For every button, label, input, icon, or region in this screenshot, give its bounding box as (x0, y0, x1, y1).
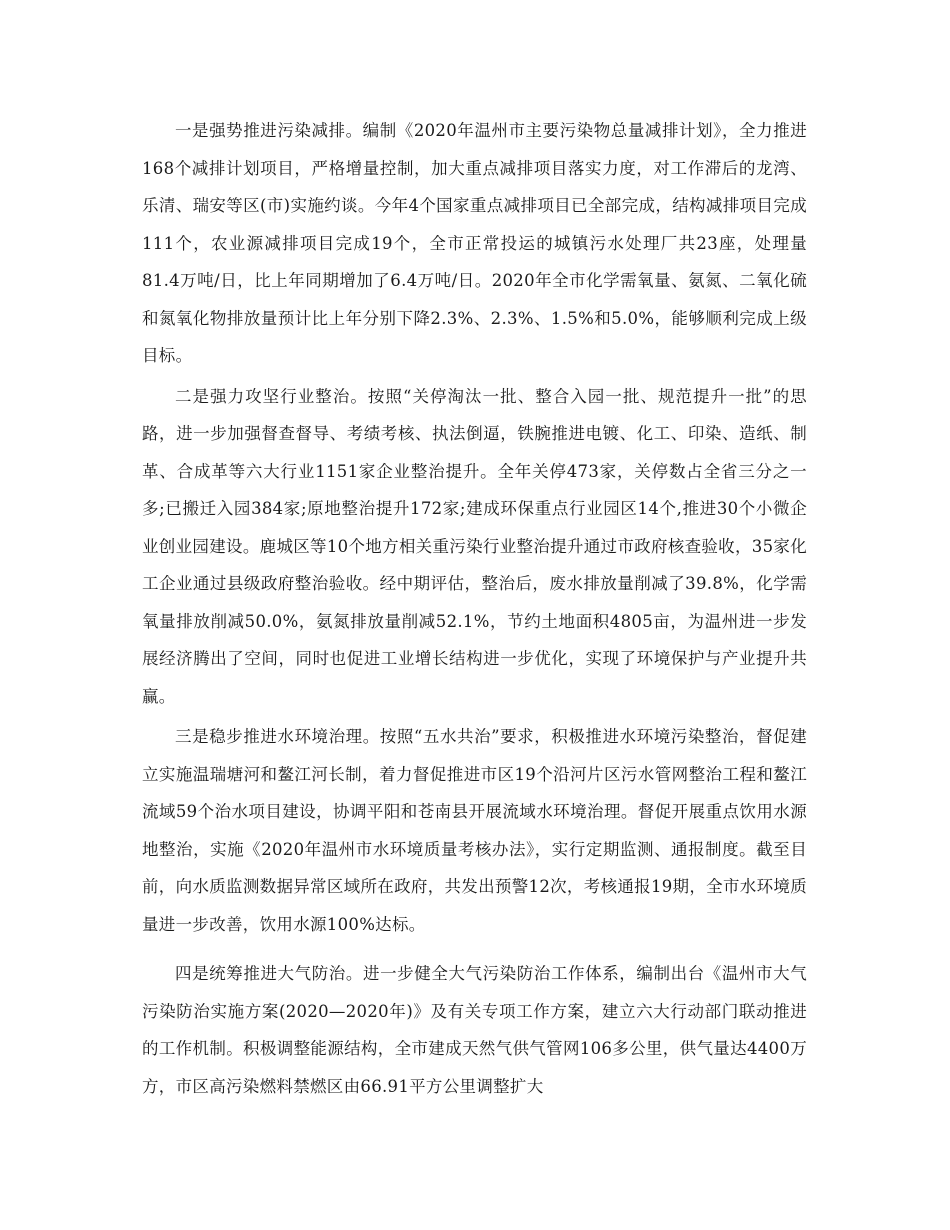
paragraph-industry-rectification: 二是强力攻坚行业整治。按照“关停淘汰一批、整合入园一批、规范提升一批”的思路，进一步加强督查督导、考绩考核、执法倒逼，铁腕推进电镀、化工、印染、造纸、制革、合成革等六大行业1151家企业整治提升。全年关停473家，关停数占全省三分之一多;已搬迁入园384家;原地整治提升172家;建成环保重点行业园区14个,推进30个小微企业创业园建设。鹿城区等10个地方相关重污染行业整治提升通过市政府核查验收，35家化工企业通过县级政府整治验收。经中期评估，整治后，废水排放量削减了39.8%，化学需氧量排放削减50.0%，氨氮排放量削减52.1%，节约土地面积4805亩，为温州进一步发展经济腾出了空间，同时也促进工业增长结构进一步优化，实现了环境保护与产业提升共赢。 (142, 386, 807, 706)
paragraph-water-environment: 三是稳步推进水环境治理。按照“五水共治”要求，积极推进水环境污染整治，督促建立实施温瑞塘河和鳌江河长制，着力督促推进市区19个沿河片区污水管网整治工程和鳌江流域59个治水项目建设，协调平阳和苍南县开展流域水环境治理。督促开展重点饮用水源地整治，实施《2020年温州市水环境质量考核办法》，实行定期监测、通报制度。截至目前，向水质监测数据异常区域所在政府，共发出预警12次，考核通报19期，全市水环境质量进一步改善，饮用水源100%达标。 (142, 727, 807, 934)
paragraph-emission-reduction: 一是强势推进污染减排。编制《2020年温州市主要污染物总量减排计划》，全力推进168个减排计划项目，严格增量控制，加大重点减排项目落实力度，对工作滞后的龙湾、乐清、瑞安等区(市)实施约谈。今年4个国家重点减排项目已全部完成，结构减排项目完成111个，农业源减排项目完成19个，全市正常投运的城镇污水处理厂共23座，处理量81.4万吨/日，比上年同期增加了6.4万吨/日。2020年全市化学需氧量、氨氮、二氧化硫和氮氧化物排放量预计比上年分别下降2.3%、2.3%、1.5%和5.0%，能够顺利完成上级目标。 (142, 121, 807, 365)
paragraph-air-pollution: 四是统筹推进大气防治。进一步健全大气污染防治工作体系，编制出台《温州市大气污染防治实施方案(2020—2020年)》及有关专项工作方案，建立六大行动部门联动推进的工作机制。积极调整能源结构，全市建成天然气供气管网106多公里，供气量达4400万方，市区高污染燃料禁燃区由66.91平方公里调整扩大 (142, 964, 807, 1096)
document-body (142, 112, 807, 1105)
